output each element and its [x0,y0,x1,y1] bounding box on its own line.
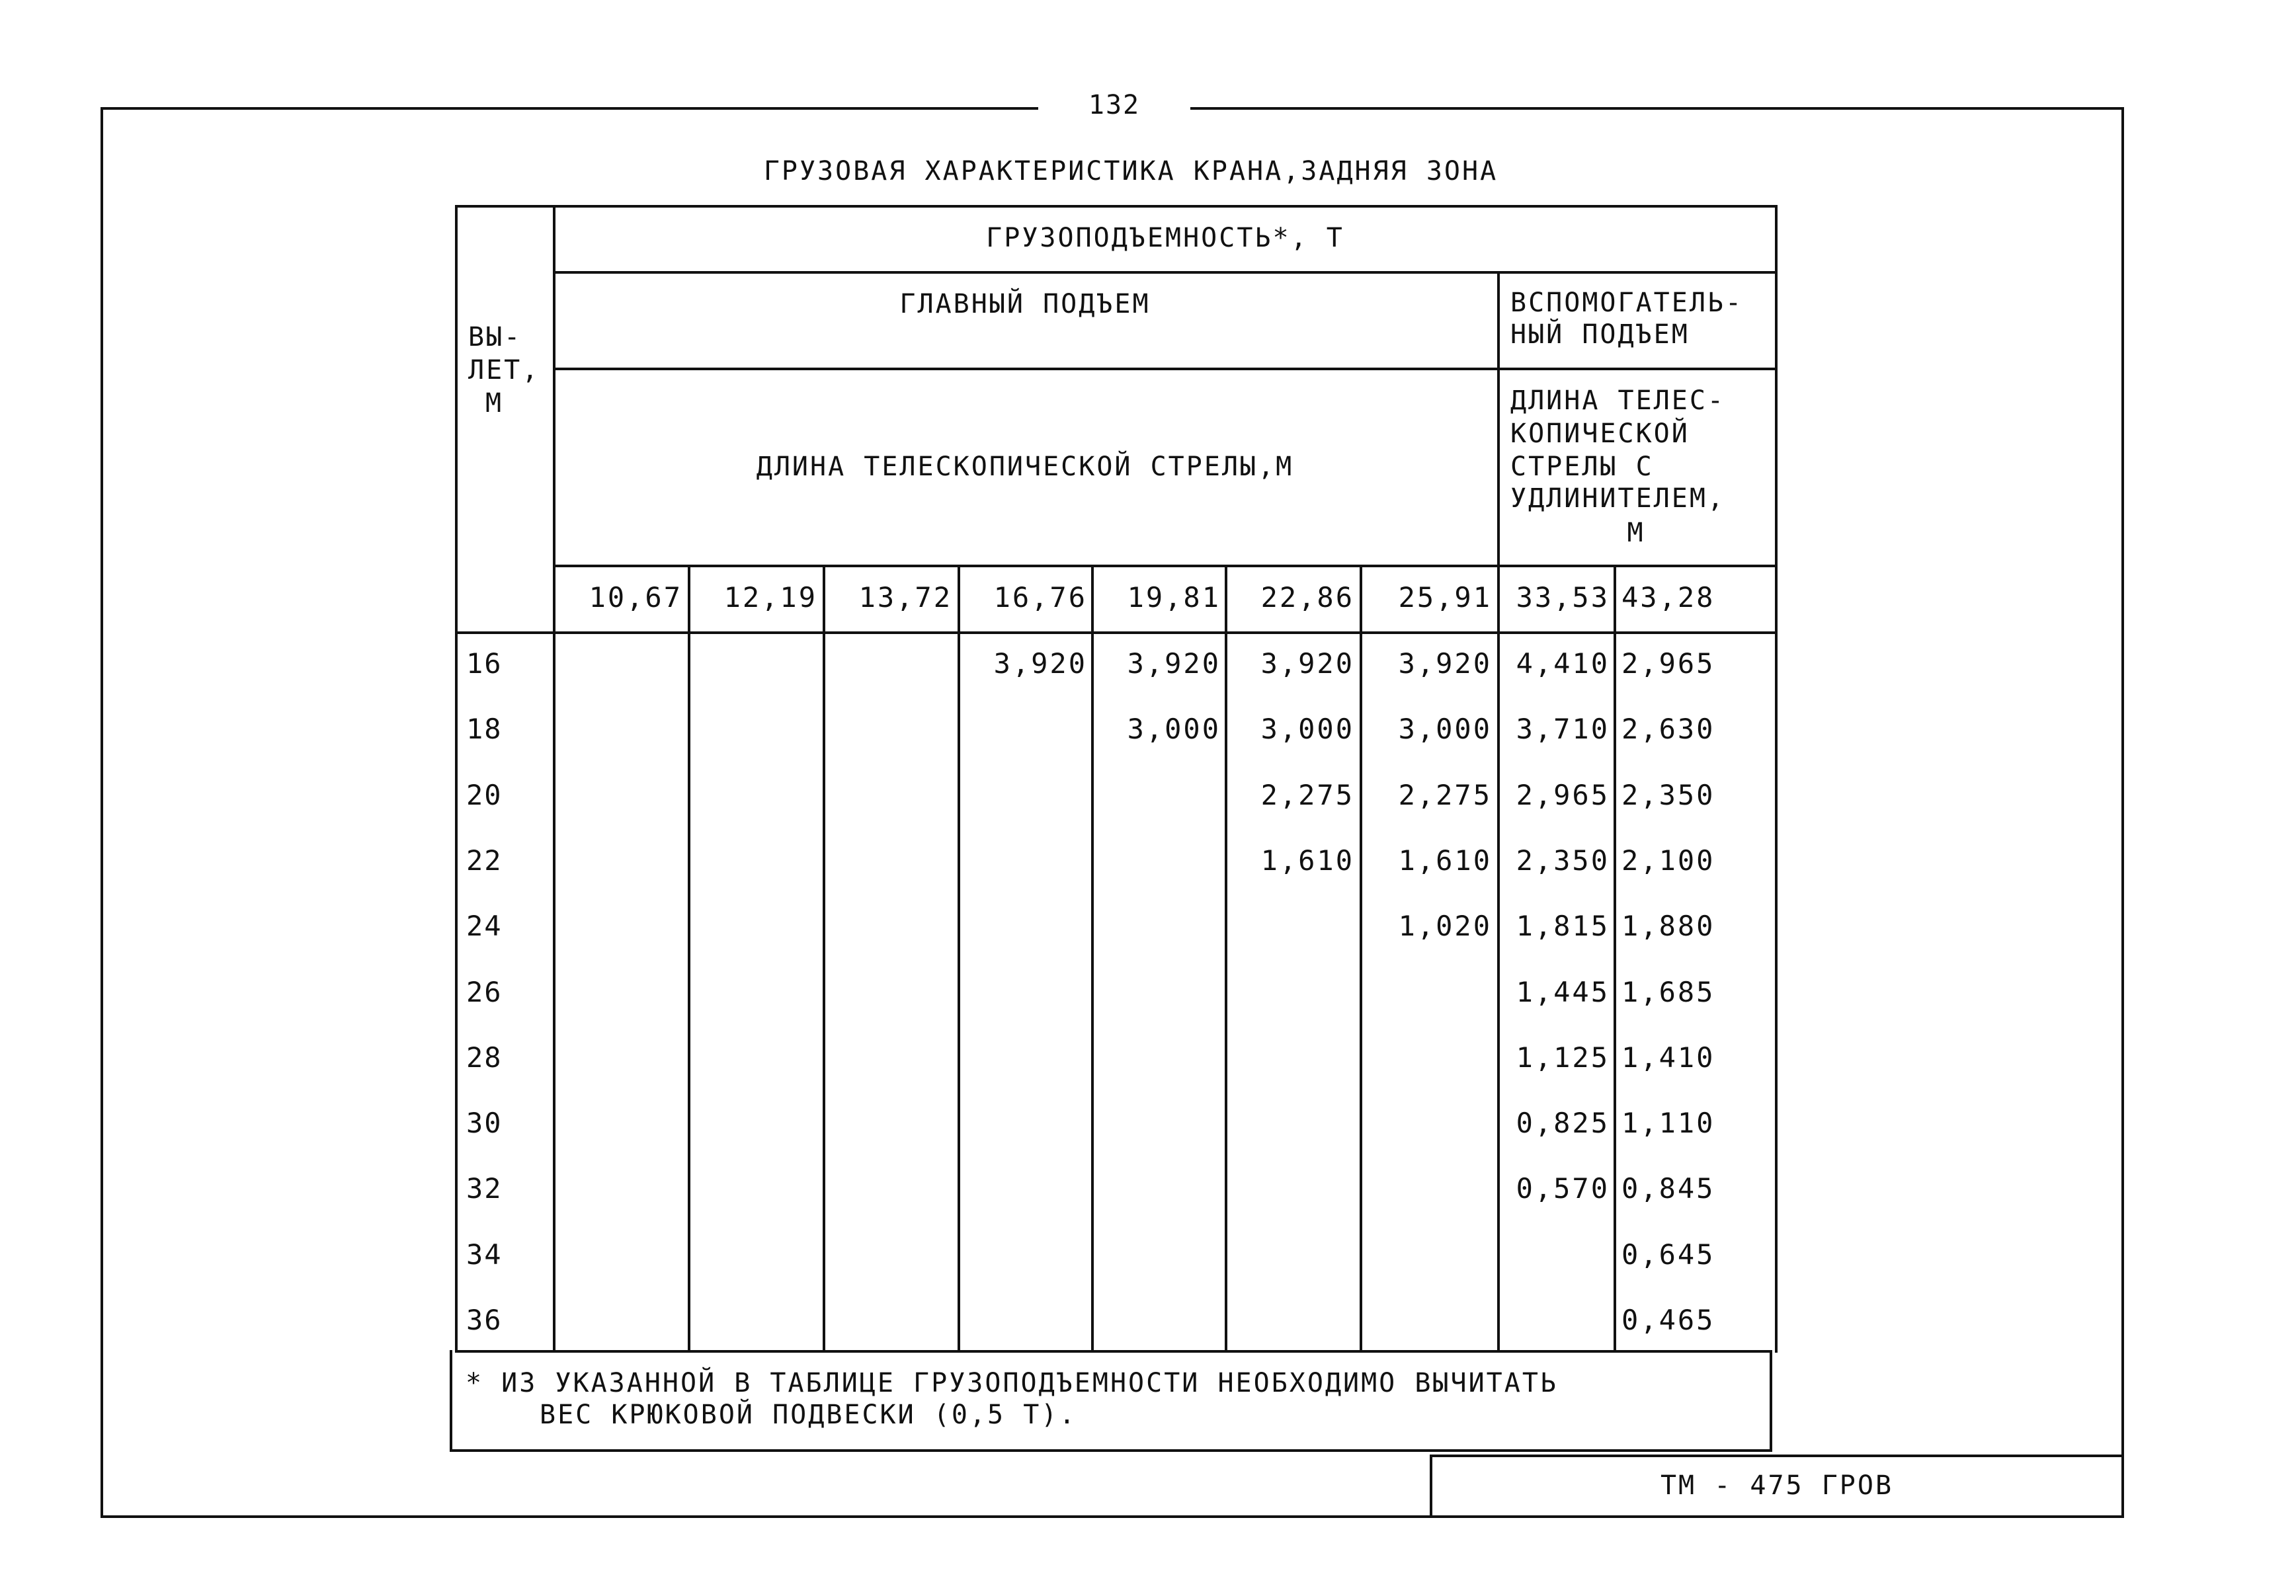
table-cell: 2,630 [1621,713,1715,745]
table-cell: 1,610 [1398,844,1492,877]
row-radius: 26 [466,976,503,1008]
table-cell: 1,610 [1260,844,1354,877]
table-cell: 0,570 [1516,1172,1610,1205]
table-cell: 3,000 [1398,713,1492,745]
table-cell: 2,350 [1516,844,1610,877]
row-radius: 18 [466,713,503,745]
radius-header-line2: ЛЕТ, [468,355,540,385]
table-cell: 0,465 [1621,1304,1715,1336]
table-cell: 1,125 [1516,1041,1610,1074]
table-cell: 1,685 [1621,976,1715,1008]
table-cell: 1,410 [1621,1041,1715,1074]
ext-boom-header-line4: УДЛИНИТЕЛЕМ, [1510,483,1725,514]
row-radius: 24 [466,910,503,942]
column-header: 12,19 [723,581,817,614]
document-code: ТМ - 475 ГРОВ [1660,1470,1894,1501]
table-cell: 3,920 [1398,647,1492,680]
table-cell: 2,965 [1621,647,1715,680]
column-header: 10,67 [589,581,682,614]
row-radius: 20 [466,779,503,811]
row-radius: 32 [466,1172,503,1205]
column-header: 16,76 [993,581,1087,614]
main-lift-header: ГЛАВНЫЙ ПОДЪЕМ [899,289,1151,319]
table-cell: 2,275 [1260,779,1354,811]
table-cell: 0,645 [1621,1238,1715,1271]
table-cell: 2,965 [1516,779,1610,811]
boom-length-header: ДЛИНА ТЕЛЕСКОПИЧЕСКОЙ СТРЕЛЫ,М [756,452,1294,482]
footnote-line1: * ИЗ УКАЗАННОЙ В ТАБЛИЦЕ ГРУЗОПОДЪЕМНОСТИ НЕОБХОДИМО ВЫЧИТАТЬ [466,1368,1559,1398]
table-cell: 1,880 [1621,910,1715,942]
table-cell: 3,710 [1516,713,1610,745]
table-cell: 2,100 [1621,844,1715,877]
table-cell: 0,845 [1621,1172,1715,1205]
table-cell: 2,275 [1398,779,1492,811]
row-radius: 22 [466,844,503,877]
table-cell: 3,920 [993,647,1087,680]
radius-header-line1: ВЫ- [468,322,522,352]
footnote-line2: ВЕС КРЮКОВОЙ ПОДВЕСКИ (0,5 Т). [540,1400,1077,1430]
table-cell: 3,000 [1260,713,1354,745]
column-header: 25,91 [1398,581,1492,614]
capacity-header: ГРУЗОПОДЪЕМНОСТЬ*, Т [986,223,1344,253]
table-cell: 2,350 [1621,779,1715,811]
column-header: 43,28 [1621,581,1715,614]
row-radius: 36 [466,1304,503,1336]
column-header: 33,53 [1516,581,1610,614]
row-radius: 16 [466,647,503,680]
table-cell: 1,815 [1516,910,1610,942]
ext-boom-header-line5: М [1627,518,1645,548]
row-radius: 30 [466,1107,503,1139]
row-radius: 34 [466,1238,503,1271]
row-radius: 28 [466,1041,503,1074]
table-cell: 1,445 [1516,976,1610,1008]
page-number: 132 [1088,90,1141,120]
ext-boom-header-line2: КОПИЧЕСКОЙ [1510,419,1690,449]
aux-lift-header-line1: ВСПОМОГАТЕЛЬ- [1510,288,1744,318]
column-header: 13,72 [858,581,952,614]
table-cell: 1,110 [1621,1107,1715,1139]
table-cell: 1,020 [1398,910,1492,942]
table-title: ГРУЗОВАЯ ХАРАКТЕРИСТИКА КРАНА,ЗАДНЯЯ ЗОНА [763,156,1498,186]
table-cell: 3,920 [1127,647,1221,680]
ext-boom-header-line3: СТРЕЛЫ С [1510,452,1654,482]
table-cell: 0,825 [1516,1107,1610,1139]
ext-boom-header-line1: ДЛИНА ТЕЛЕС- [1510,385,1725,416]
aux-lift-header-line2: НЫЙ ПОДЪЕМ [1510,319,1690,350]
table-cell: 4,410 [1516,647,1610,680]
radius-header-line3: М [485,388,504,419]
column-header: 22,86 [1260,581,1354,614]
table-cell: 3,000 [1127,713,1221,745]
column-header: 19,81 [1127,581,1221,614]
table-cell: 3,920 [1260,647,1354,680]
